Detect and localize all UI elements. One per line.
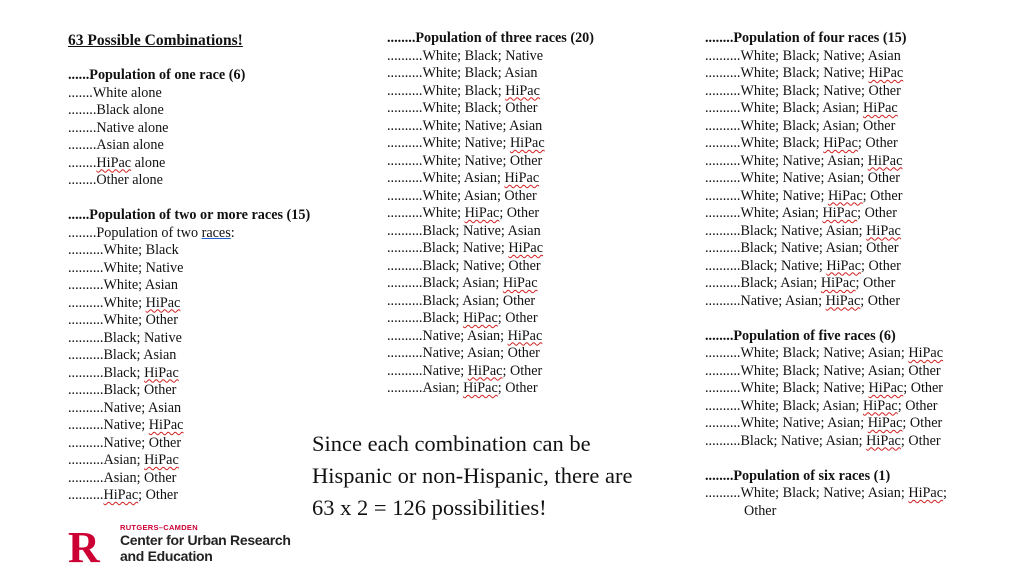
list-item: ..........Black; Asian; Other bbox=[387, 292, 536, 309]
list-item: ..........Native; Asian; Other bbox=[387, 345, 540, 361]
list-item: ..........White; Asian bbox=[68, 277, 178, 293]
list-item: ..........White; Black; HiPac bbox=[387, 82, 540, 99]
list-item: ..........White; Black; Native; Asian; Other bbox=[705, 362, 941, 379]
list-item: .......White alone bbox=[68, 84, 162, 101]
heading-two-plus-races: ......Population of two or more races (15) bbox=[68, 207, 311, 223]
list-item: ..........White; Black; Native; HiPac bbox=[705, 65, 904, 81]
logo-letter: R bbox=[68, 527, 100, 565]
spacer bbox=[705, 450, 947, 468]
list-item: ..........White; Native; HiPac; Other bbox=[705, 187, 903, 204]
callout-text: Since each combination can be Hispanic or non-Hispanic, there are 63 x 2 = 126 possibilities! bbox=[312, 431, 633, 520]
spacer bbox=[68, 50, 310, 68]
list-item: ..........White; Asian; HiPac bbox=[387, 170, 540, 186]
list-item: ..........White; HiPac bbox=[68, 294, 181, 311]
list-item: ..........White; Native; Other bbox=[387, 152, 543, 169]
list-item: ..........White; Black; Native; Other bbox=[705, 82, 901, 99]
rutgers-r-icon bbox=[66, 527, 112, 565]
list-item: ..........White; Black bbox=[68, 242, 179, 258]
spacer bbox=[705, 310, 947, 328]
list-item: ..........Black; Native; HiPac; Other bbox=[705, 257, 901, 274]
heading-six-races: ........Population of six races (1) bbox=[705, 467, 891, 484]
list-item: ..........White; Black; Native bbox=[387, 47, 544, 64]
list-item: ..........White; Native; Asian; HiPac bbox=[705, 152, 903, 169]
list-item: ..........White; Black; Asian bbox=[387, 65, 538, 81]
list-item: ..........Black; Native bbox=[68, 329, 182, 346]
logo-small-caption: RUTGERS–CAMDEN bbox=[120, 523, 198, 532]
subheading-two-races: ........Population of two races: bbox=[68, 224, 235, 241]
list-item: ..........White; Asian; Other bbox=[387, 187, 537, 204]
list-item: ..........White; Black; Native; Asian; HiPac bbox=[705, 345, 944, 361]
list-item: ..........Black; Native; Asian; HiPac; Other bbox=[705, 432, 941, 449]
list-item: ........Native alone bbox=[68, 119, 169, 136]
list-item: ........Black alone bbox=[68, 102, 164, 118]
list-item: ........Other alone bbox=[68, 172, 163, 188]
heading-five-races: ........Population of five races (6) bbox=[705, 327, 896, 344]
list-item-continuation: Other bbox=[744, 502, 777, 519]
list-item: ..........White; Black; Asian; Other bbox=[705, 117, 896, 134]
list-item: ..........Black; HiPac bbox=[68, 364, 179, 381]
list-item: ..........Black; Native; Asian; HiPac bbox=[705, 222, 901, 239]
list-item: ..........Asian; HiPac; Other bbox=[387, 380, 538, 396]
spacer bbox=[68, 190, 310, 208]
list-item: ..........White; Black; HiPac; Other bbox=[705, 135, 898, 151]
logo-line-1: Center for Urban Research bbox=[120, 532, 291, 548]
column-left bbox=[68, 32, 310, 505]
list-item: ..........Native; Asian; HiPac; Other bbox=[705, 292, 901, 309]
heading-four-races: ........Population of four races (15) bbox=[705, 30, 907, 46]
list-item: ..........White; Black; Asian; HiPac; Other bbox=[705, 397, 938, 414]
list-item: ..........Native; Asian; HiPac bbox=[387, 327, 543, 344]
list-item: ..........White; HiPac; Other bbox=[387, 205, 540, 221]
list-item: ..........Asian; HiPac bbox=[68, 452, 179, 468]
list-item: ........Asian alone bbox=[68, 137, 164, 153]
list-item: ..........Native; Other bbox=[68, 434, 182, 451]
list-item: ..........Black; Asian; HiPac; Other bbox=[705, 275, 896, 291]
list-item: ..........White; Native; Asian; Other bbox=[705, 170, 901, 186]
list-item: ..........Black; HiPac; Other bbox=[387, 310, 538, 326]
list-item: ..........White; Native; Asian; HiPac; Other bbox=[705, 415, 943, 431]
list-item: ..........Black; Other bbox=[68, 382, 177, 398]
list-item: ..........White; Black; Native; HiPac; Other bbox=[705, 380, 943, 396]
list-item: ..........Asian; Other bbox=[68, 469, 177, 486]
list-item: ..........Black; Native; Asian bbox=[387, 222, 541, 239]
list-item: ..........White; Black; Other bbox=[387, 100, 538, 116]
list-item: ..........White; Asian; HiPac; Other bbox=[705, 205, 897, 221]
list-item: ..........White; Black; Native; Asian; HiPac; bbox=[705, 485, 947, 501]
logo-line-2: and Education bbox=[120, 548, 213, 564]
list-item: ........HiPac alone bbox=[68, 154, 166, 171]
list-item: ..........White; Black; Native; Asian bbox=[705, 47, 901, 64]
page-title: 63 Possible Combinations! bbox=[68, 32, 243, 49]
list-item: ..........Black; Native; HiPac bbox=[387, 240, 544, 256]
list-item: ..........Native; Asian bbox=[68, 399, 182, 416]
heading-three-races: ........Population of three races (20) bbox=[387, 30, 595, 46]
column-right bbox=[705, 30, 947, 520]
column-middle bbox=[387, 30, 594, 398]
list-item: ..........Black; Native; Asian; Other bbox=[705, 240, 899, 256]
list-item: ..........Native; HiPac; Other bbox=[387, 362, 543, 379]
heading-one-race: ......Population of one race (6) bbox=[68, 67, 246, 83]
list-item: ..........HiPac; Other bbox=[68, 487, 178, 503]
logo-text bbox=[120, 523, 291, 564]
list-item: ..........White; Black; Asian; HiPac bbox=[705, 100, 898, 116]
list-item: ..........Black; Native; Other bbox=[387, 257, 541, 274]
list-item: ..........White; Native bbox=[68, 259, 184, 276]
list-item: ..........White; Native; Asian bbox=[387, 117, 543, 134]
list-item: ..........White; Native; HiPac bbox=[387, 135, 545, 151]
list-item: ..........Black; Asian; HiPac bbox=[387, 275, 538, 291]
list-item: ..........Native; HiPac bbox=[68, 417, 184, 433]
list-item: ..........White; Other bbox=[68, 312, 178, 328]
list-item: ..........Black; Asian bbox=[68, 347, 177, 363]
